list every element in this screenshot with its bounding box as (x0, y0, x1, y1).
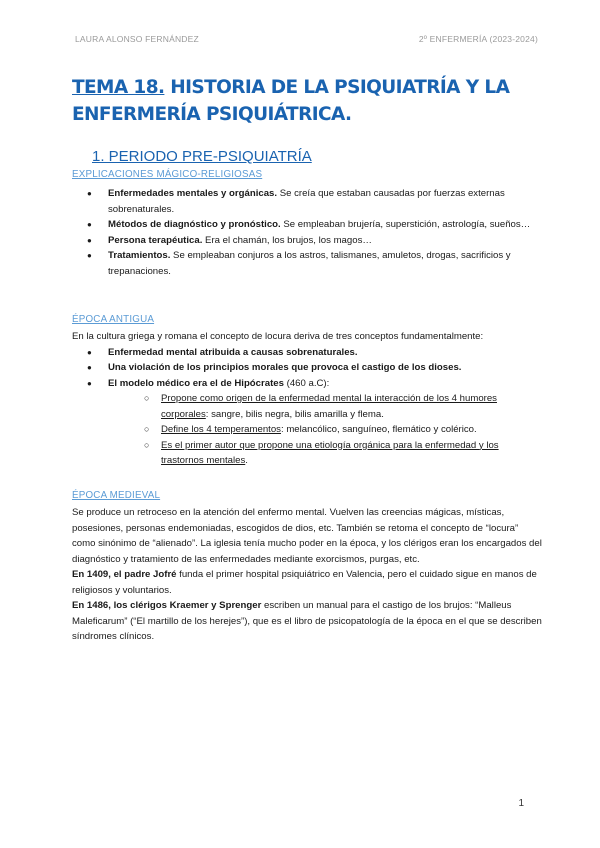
section-heading-pre-psiquiatria: 1. PERIODO PRE-PSIQUIATRÍA (92, 148, 312, 165)
list-item (72, 186, 542, 217)
subheading-epoca-medieval: ÉPOCA MEDIEVAL (72, 490, 161, 501)
item-bold: Métodos de diagnóstico y pronóstico. (108, 219, 281, 230)
list-item (72, 217, 542, 233)
antigua-intro: En la cultura griega y romana el concepto de locura deriva de tres conceptos fundamentalmente: (72, 331, 484, 342)
magico-list (72, 186, 542, 279)
antigua-block (72, 329, 542, 469)
page-title (72, 74, 542, 128)
page-number: 1 (518, 798, 524, 809)
jofre-bold: En 1409, el padre Jofré (72, 569, 177, 580)
subitem-underlined: Es el primer autor que propone una etiología orgánica para la enfermedad y los trastornos mentales (161, 439, 499, 466)
subheading-magico-religiosas: EXPLICACIONES MÁGICO-RELIGIOSAS (72, 169, 263, 180)
title-number: TEMA 18. (72, 77, 165, 98)
item-bold: El modelo médico era el de Hipócrates (108, 377, 284, 389)
header-author: LAURA ALONSO FERNÁNDEZ (75, 34, 199, 44)
medieval-paragraph-jofre (72, 567, 542, 598)
jofre-text: funda el primer hospital psiquiátrico en Valencia, pero el cuidado sigue en manos de religiosos y voluntarios. (72, 569, 537, 596)
sublist-item (72, 422, 542, 438)
subitem-underlined: Define los 4 temperamentos (161, 424, 281, 435)
list-item (72, 376, 542, 392)
medieval-paragraph: Se produce un retroceso en la atención del enfermo mental. Vuelven las creencias mágicas, místicas, posesiones, personas endemoniadas, escogidos de dios, etc. También se retoma el concepto de “locura” como sinónimo de “alienado”. La iglesia tenía mucho poder en la época, y los clérigos eran los encargados del diagnóstico y tratamiento de las enfermedades mediante exorcismos, purgas, etc. (72, 507, 542, 565)
list-item (72, 360, 542, 376)
item-text: Se empleaban brujería, superstición, astrología, sueños… (280, 219, 531, 230)
subitem-text: : sangre, bilis negra, bilis amarilla y flema. (205, 408, 384, 420)
list-item (72, 233, 542, 249)
list-item (72, 248, 542, 279)
list-item (72, 345, 542, 361)
subitem-underlined: Propone como origen de la enfermedad mental la interacción de los 4 humores corporales (161, 393, 497, 420)
subheading-epoca-antigua: ÉPOCA ANTIGUA (72, 314, 155, 325)
medieval-paragraph-malleus (72, 598, 542, 645)
item-bold: Persona terapéutica. (108, 234, 203, 246)
item-bold: Enfermedades mentales y orgánicas. (108, 188, 278, 199)
item-bold: Enfermedad mental atribuida a causas sobrenaturales. (108, 346, 358, 358)
malleus-text: escriben un manual para el castigo de los brujos: “Malleus Maleficarum” (“El martillo de los herejes”), que es el libro de psicopatología de la época en el que se describen síndromes clínicos. (72, 600, 542, 642)
medieval-block (72, 505, 542, 645)
sublist-item (72, 438, 542, 469)
subitem-text: : melancólico, sanguíneo, flemático y colérico. (280, 424, 477, 435)
antigua-list (72, 345, 542, 392)
item-text: Se empleaban conjuros a los astros, talismanes, amuletos, drogas, sacrificios y trepanaciones. (108, 250, 511, 277)
item-text: (460 a.C): (283, 377, 330, 389)
item-text: Era el chamán, los brujos, los magos… (202, 234, 372, 246)
header-course: 2º ENFERMERÍA (2023-2024) (418, 34, 538, 44)
item-bold: Tratamientos. (108, 250, 171, 261)
subitem-text: . (245, 455, 248, 466)
title-text: HISTORIA DE LA PSIQUIATRÍA Y LA ENFERMERÍA PSIQUIÁTRICA. (72, 77, 510, 125)
sublist-item (72, 391, 542, 422)
hipocrates-sublist (72, 391, 542, 469)
item-bold: Una violación de los principios morales que provoca el castigo de los dioses. (108, 362, 462, 373)
item-text: Se creía que estaban causadas por fuerzas externas sobrenaturales. (108, 188, 505, 215)
malleus-bold: En 1486, los clérigos Kraemer y Sprenger (72, 600, 262, 611)
magico-block (72, 186, 542, 279)
